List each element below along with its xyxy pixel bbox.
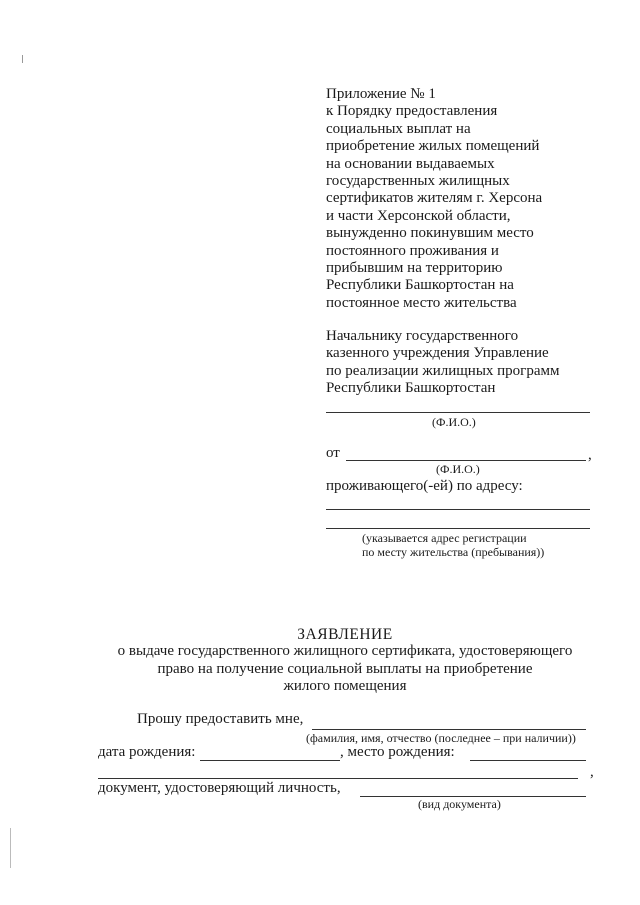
- appendix-line: вынужденно покинувшим место: [326, 225, 534, 242]
- appendix-line: постоянного проживания и: [326, 242, 499, 259]
- addressee-block: [326, 328, 626, 398]
- appendix-line: постоянное место жительства: [326, 294, 517, 311]
- fio-caption-1: (Ф.И.О.): [432, 415, 476, 429]
- from-comma: ,: [588, 447, 592, 463]
- statement-subtitle-line: жилого помещения: [283, 678, 407, 695]
- birth-place-line[interactable]: [470, 760, 586, 761]
- addressee-line: Республики Башкортостан: [326, 380, 496, 397]
- statement-title: ЗАЯВЛЕНИЕ: [297, 626, 393, 643]
- appendix-line: прибывшим на территорию: [326, 260, 503, 277]
- line-end-comma: ,: [590, 764, 594, 780]
- fio-caption-2: (Ф.И.О.): [436, 462, 480, 476]
- id-doc-label: документ, удостоверяющий личность,: [98, 780, 341, 796]
- addressee-line: по реализации жилищных программ: [326, 362, 560, 379]
- addressee-line: Начальнику государственного: [326, 328, 519, 344]
- scan-mark-bottom: [10, 828, 11, 868]
- address-hint-2: по месту жительства (пребывания)): [362, 545, 545, 559]
- appendix-line: государственных жилищных: [326, 173, 510, 190]
- address-line-2[interactable]: [326, 528, 590, 529]
- appendix-line: социальных выплат на: [326, 120, 471, 137]
- birth-place-continuation-line[interactable]: [98, 778, 578, 779]
- addressee-line: казенного учреждения Управление: [326, 345, 549, 362]
- statement-subtitle-line: о выдаче государственного жилищного сертификата, удостоверяющего: [117, 643, 573, 660]
- birth-date-line[interactable]: [200, 760, 340, 761]
- appendix-line: Республики Башкортостан на: [326, 277, 514, 294]
- appendix-line: на основании выдаваемых: [326, 155, 495, 172]
- birth-date-label: дата рождения:: [98, 744, 196, 760]
- birth-place-label: , место рождения:: [340, 744, 455, 760]
- appendix-line: приобретение жилых помещений: [326, 138, 540, 155]
- from-label: от: [326, 445, 340, 461]
- residing-label: проживающего(-ей) по адресу:: [326, 478, 523, 494]
- appendix-line: Приложение № 1: [326, 86, 436, 102]
- id-doc-caption: (вид документа): [418, 797, 501, 811]
- address-hint-1: (указывается адрес регистрации: [362, 531, 527, 545]
- appendix-line: к Порядку предоставления: [326, 103, 498, 120]
- addressee-fio-line[interactable]: [326, 412, 590, 413]
- statement-subtitle-line: право на получение социальной выплаты на приобретение: [157, 660, 533, 677]
- appendix-block: [326, 86, 626, 312]
- request-label: Прошу предоставить мне,: [137, 711, 304, 727]
- request-caption: (фамилия, имя, отчество (последнее – при наличии)): [306, 731, 576, 745]
- address-line-1[interactable]: [326, 509, 590, 510]
- appendix-line: и части Херсонской области,: [326, 207, 511, 224]
- scan-mark-top: [22, 55, 23, 63]
- applicant-fio-line[interactable]: [346, 460, 586, 461]
- statement-heading: [90, 626, 600, 696]
- appendix-line: сертификатов жителям г. Херсона: [326, 190, 543, 207]
- applicant-full-name-line[interactable]: [312, 729, 586, 730]
